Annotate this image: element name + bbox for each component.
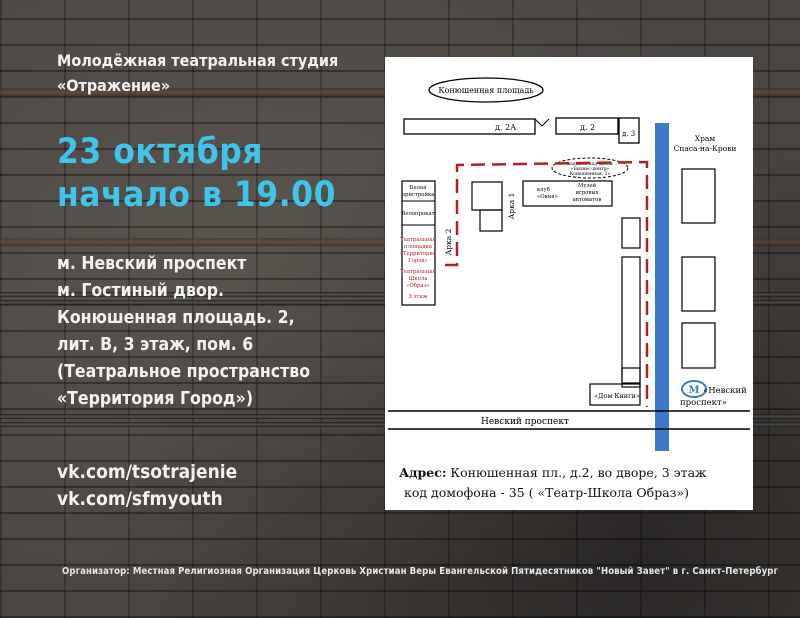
date-line: 23 октября [57, 132, 264, 172]
links-block [57, 459, 237, 513]
theatre-platform-1: Театральная [400, 237, 436, 243]
courtyard-block-1 [472, 182, 502, 210]
building-2-label: д. 2 [580, 123, 596, 132]
studio-line-2: «Отражение» [57, 76, 171, 95]
address-line: м. Гостиный двор. [57, 281, 225, 301]
bc-label-2: «Бизнес-центр» [570, 167, 610, 172]
theatre-platform-4: Город» [408, 258, 428, 264]
map-address-line-1 [399, 463, 707, 483]
building-2a-label: д. 2А [495, 123, 517, 132]
start-time-line: начало в 19.00 [57, 175, 337, 215]
church-label-2: Спаса-на-Крови [673, 144, 737, 153]
vk-link-sfmyouth[interactable]: vk.com/sfmyouth [57, 488, 223, 510]
address-line: м. Невский проспект [57, 254, 247, 274]
club-label-2: «Окна» [537, 194, 558, 200]
club-label-1: клуб [537, 187, 550, 193]
dom-knigi-label: «Дом Книги» [594, 392, 640, 400]
museum-label-1: Музей [577, 183, 597, 189]
canal [655, 123, 669, 451]
map-address-label: Адрес: [399, 465, 447, 480]
address-block [57, 251, 310, 413]
address-line: лит. В, 3 этаж, пом. 6 [57, 335, 254, 355]
location-map [385, 57, 753, 510]
metro-label-2: проспект» [680, 398, 727, 408]
white-annex-2: пристройка [401, 192, 435, 198]
map-address-text: Конюшенная пл., д.2, во дворе, 3 этаж [446, 465, 707, 480]
bike-rental: Велопрокат [401, 211, 435, 217]
theatre-school-2: Школа [408, 276, 428, 282]
theatre-platform-2: площадка [404, 244, 432, 250]
bc-label-1: надпись над аркой [567, 162, 613, 167]
map-svg [385, 57, 753, 510]
studio-title [57, 48, 338, 98]
studio-line-1: Молодёжная театральная студия [57, 51, 339, 70]
vk-link-tsotrajenie[interactable]: vk.com/tsotrajenie [57, 461, 238, 483]
nevsky-label: Невский проспект [481, 417, 569, 427]
metro-logo-letter: М [688, 385, 700, 396]
courtyard-block-2 [480, 210, 502, 231]
arch-2-label: Арка 2 [444, 228, 453, 256]
event-date [57, 131, 336, 217]
bc-label-3: Конюшенная, 2» [569, 172, 611, 177]
block-right-2 [682, 257, 715, 311]
block-right-3 [682, 323, 715, 368]
theatre-platform-3: «Территория [399, 251, 437, 257]
theatre-school-3: «Образ» [406, 283, 430, 289]
arch-mark [542, 119, 549, 126]
organizer-note: Организатор: Местная Религиозная Организация Церковь Христиан Веры Евангельской Пятидесятников "Новый Завет" в г. Санкт-Петербург [62, 566, 779, 577]
address-line: «Территория Город») [57, 389, 254, 409]
church-label-1: Храм [694, 134, 716, 143]
canal-building-2 [622, 257, 640, 383]
building-3-label: д. 3 [622, 130, 636, 138]
address-line: (Театральное пространство [57, 362, 311, 382]
museum-label-3: автоматов [572, 197, 602, 203]
museum-label-2: игровых [575, 190, 599, 196]
arch-1-label: Арка 1 [507, 192, 516, 220]
white-annex-1: Белая [409, 185, 427, 191]
square-label: Конюшенная площадь [438, 86, 534, 95]
map-address [399, 463, 707, 503]
map-address-line-2: код домофона - 35 ( «Театр-Школа Образ») [404, 485, 689, 500]
theatre-school-1: Театральная [400, 269, 436, 275]
address-line: Конюшенная площадь. 2, [57, 308, 295, 328]
block-right-1 [682, 169, 715, 223]
floor-label: 3 этаж [408, 294, 428, 300]
canal-building-1 [622, 218, 640, 248]
metro-label-1: «Невский [703, 386, 747, 396]
arch-mark [535, 119, 542, 126]
